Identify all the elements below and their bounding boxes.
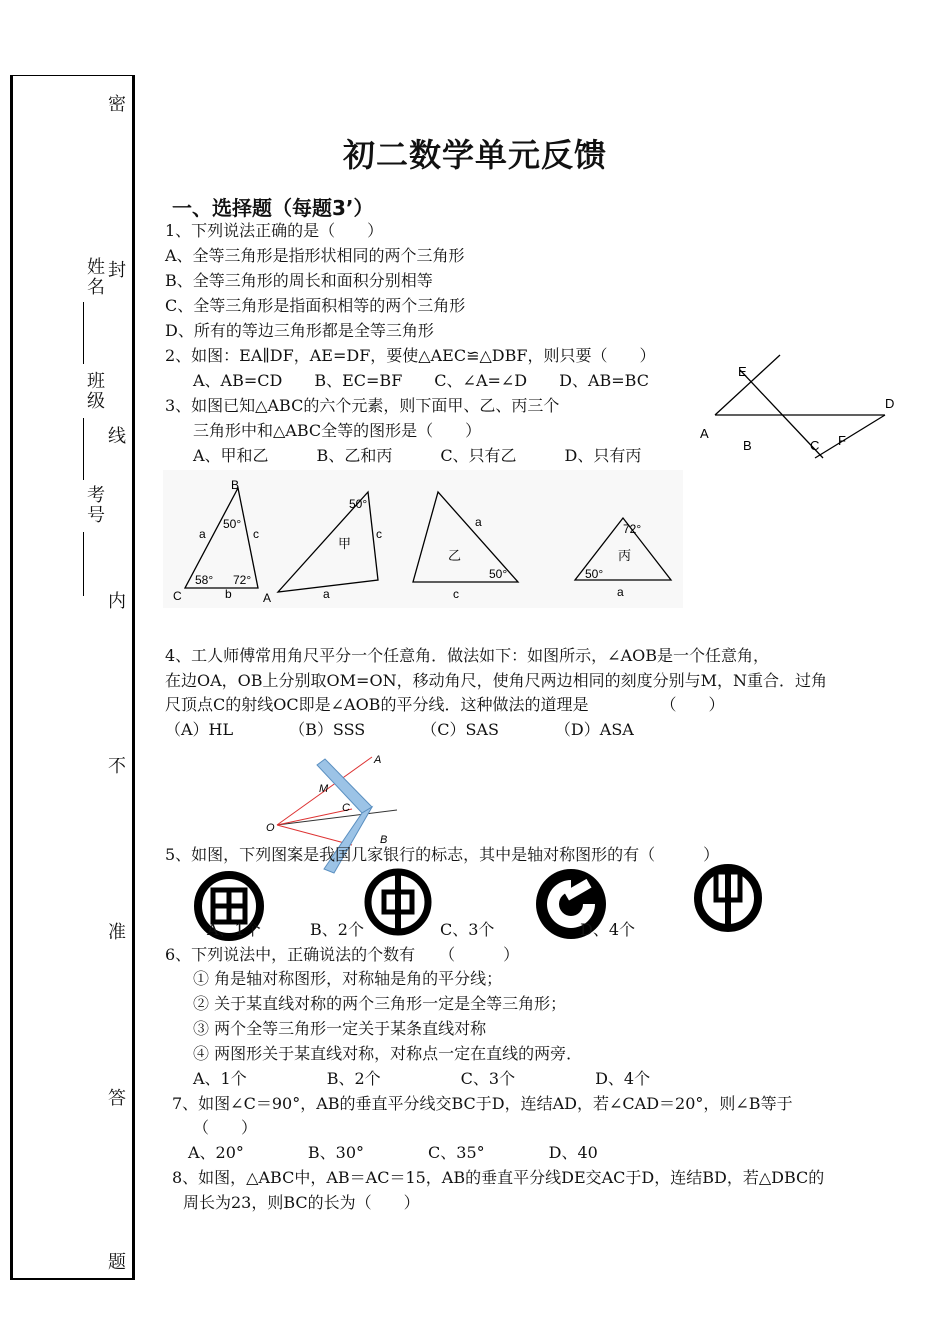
q1-stem: 1、下列说法正确的是（ ） bbox=[165, 221, 384, 240]
class-label: 班 级 bbox=[87, 371, 105, 412]
q6-stem: 6、下列说法中，正确说法的个数有 （ ） bbox=[165, 945, 520, 964]
fig-label: c bbox=[253, 527, 259, 541]
page-title: 初二数学单元反馈 bbox=[342, 136, 607, 174]
q4-options: （A）HL （B）SSS （C）SAS （D）ASA bbox=[165, 720, 634, 739]
q1-option: B、全等三角形的周长和面积分别相等 bbox=[165, 271, 433, 290]
bank-logo-icon bbox=[362, 866, 434, 938]
seal-char: 线 bbox=[108, 426, 126, 447]
q8-text: 8、如图，△ABC中，AB＝AC＝15，AB的垂直平分线DE交AC于D，连结BD，若△DBC的 bbox=[172, 1168, 825, 1187]
q1-option: C、全等三角形是指面积相等的两个三角形 bbox=[165, 296, 466, 315]
q3-stem: 三角形中和△ABC全等的图形是（ ） bbox=[193, 421, 482, 440]
seal-char: 答 bbox=[108, 1088, 126, 1109]
name-line bbox=[83, 302, 84, 364]
q3-options: A、甲和乙 B、乙和丙 C、只有乙 D、只有丙 bbox=[193, 446, 642, 465]
q1-option: A、全等三角形是指形状相同的两个三角形 bbox=[165, 246, 465, 265]
seal-char: 不 bbox=[108, 756, 126, 777]
seal-char: 题 bbox=[108, 1252, 126, 1273]
fig-label: 72° bbox=[623, 522, 642, 536]
q5-option: A、1个 bbox=[207, 920, 261, 939]
fig-label: M bbox=[319, 783, 329, 795]
fig-label: 50° bbox=[585, 567, 604, 581]
fig-label: a bbox=[199, 527, 206, 541]
fig-label: 甲 bbox=[338, 536, 352, 551]
q7-blank: （ ） bbox=[193, 1118, 258, 1137]
q2-stem: 2、如图：EA∥DF，AE=DF，要使△AEC≌△DBF，则只要（ ） bbox=[165, 346, 656, 365]
fig-label: 50° bbox=[223, 517, 242, 531]
fig-label: 50° bbox=[489, 567, 508, 581]
fig-label: B bbox=[743, 438, 752, 453]
q3-stem: 3、如图已知△ABC的六个元素，则下面甲、乙、丙三个 bbox=[165, 396, 560, 415]
id-line bbox=[83, 532, 84, 596]
fig-label: 72° bbox=[233, 573, 252, 587]
fig-label: A bbox=[374, 754, 382, 766]
fig-label: 丙 bbox=[618, 548, 632, 563]
fig-label: a bbox=[323, 587, 330, 601]
fig-label: 50° bbox=[349, 497, 368, 511]
fig-label: b bbox=[225, 587, 232, 601]
id-label: 考 号 bbox=[87, 485, 105, 526]
q6-item: ② 关于某直线对称的两个三角形一定是全等三角形； bbox=[193, 994, 567, 1013]
name-label: 姓 名 bbox=[87, 257, 105, 298]
section-heading: 一、选择题（每题3’） bbox=[172, 196, 374, 220]
fig-label: D bbox=[885, 396, 895, 411]
q6-item: ① 角是轴对称图形，对称轴是角的平分线； bbox=[193, 969, 503, 988]
fig-label: C bbox=[810, 438, 820, 453]
q6-item: ③ 两个全等三角形一定关于某条直线对称 bbox=[193, 1019, 487, 1038]
q4-text: 4、工人师傅常用角尺平分一个任意角．做法如下：如图所示，∠AOB是一个任意角， bbox=[165, 646, 770, 665]
seal-char: 密 bbox=[108, 94, 126, 115]
q2-figure bbox=[695, 350, 905, 470]
q5-option: B、2个 bbox=[310, 920, 364, 939]
q5-stem: 5、如图，下列图案是我国几家银行的标志，其中是轴对称图形的有（ ） bbox=[165, 845, 720, 864]
q8-text: 周长为23，则BC的长为（ ） bbox=[183, 1193, 420, 1212]
fig-label: 58° bbox=[195, 573, 214, 587]
q5-option: C、3个 bbox=[440, 920, 495, 939]
q7-stem: 7、如图∠C＝90°，AB的垂直平分线交BC于D，连结AD，若∠CAD＝20°，则∠B等于 bbox=[172, 1094, 793, 1113]
fig-label: c bbox=[453, 587, 459, 601]
fig-label: C bbox=[342, 802, 350, 814]
q1-option: D、所有的等边三角形都是全等三角形 bbox=[165, 321, 434, 340]
q4-text: 在边OA，OB上分别取OM=ON，移动角尺，使角尺两边相同的刻度分别与M，N重合．过角 bbox=[165, 671, 827, 690]
bank-logo-icon bbox=[692, 862, 764, 934]
q3-figure bbox=[163, 470, 683, 608]
fig-label: E bbox=[738, 364, 747, 379]
seal-char: 内 bbox=[108, 591, 126, 612]
q7-options: A、20° B、30° C、35° D、40 bbox=[188, 1143, 598, 1162]
q4-text: 尺顶点C的射线OC即是∠AOB的平分线．这种做法的道理是 （ ） bbox=[165, 695, 725, 714]
fig-label: a bbox=[475, 515, 482, 529]
fig-label: C bbox=[173, 589, 182, 603]
seal-char: 封 bbox=[108, 260, 126, 281]
fig-label: B bbox=[231, 478, 240, 492]
q6-options: A、1个 B、2个 C、3个 D、4个 bbox=[193, 1069, 651, 1088]
fig-label: a bbox=[617, 585, 624, 599]
fig-label: A bbox=[263, 591, 272, 605]
fig-label: A bbox=[700, 426, 709, 441]
seal-char: 准 bbox=[108, 922, 126, 943]
fig-label: F bbox=[838, 433, 846, 448]
class-line bbox=[83, 418, 84, 480]
q5-option: D、4个 bbox=[580, 920, 636, 939]
q2-options: A、AB=CD B、EC=BF C、∠A=∠D D、AB=BC bbox=[193, 371, 649, 390]
fig-label: 乙 bbox=[448, 548, 462, 563]
fig-label: B bbox=[380, 834, 388, 846]
fig-label: O bbox=[266, 822, 275, 834]
q6-item: ④ 两图形关于某直线对称，对称点一定在直线的两旁． bbox=[193, 1044, 583, 1063]
fig-label: c bbox=[376, 527, 382, 541]
